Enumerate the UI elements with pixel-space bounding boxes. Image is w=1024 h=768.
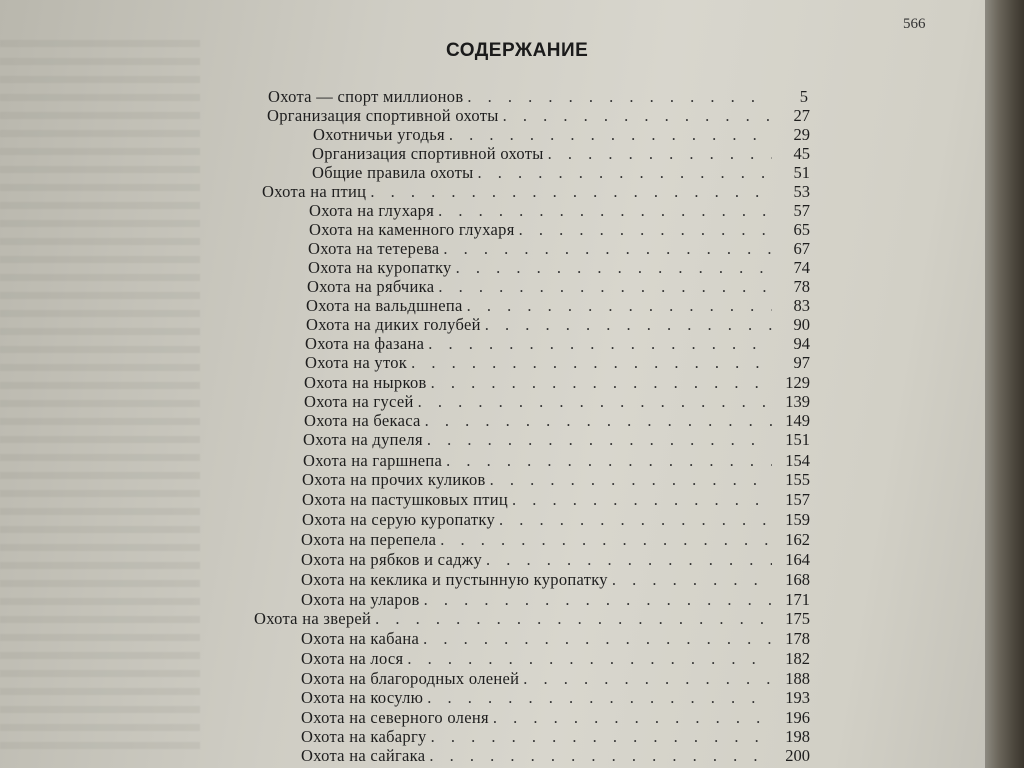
toc-entry xyxy=(307,277,810,297)
toc-entry-page: 178 xyxy=(785,629,810,648)
toc-entry xyxy=(306,296,810,316)
toc-entry xyxy=(308,239,810,259)
toc-entry-page: 51 xyxy=(793,163,810,182)
toc-entry xyxy=(305,353,810,373)
toc-entry-title: Охота на сайгака xyxy=(301,746,426,765)
toc-entry xyxy=(309,220,810,240)
toc-entry-page: 45 xyxy=(793,144,810,163)
toc-entry xyxy=(304,373,810,393)
dot-leader xyxy=(411,353,772,373)
dot-leader xyxy=(548,144,772,164)
toc-entry xyxy=(301,708,810,728)
dot-leader xyxy=(486,550,772,570)
dot-leader xyxy=(456,258,772,278)
toc-entry-title: Охота на птиц xyxy=(262,182,367,201)
toc-entry-title: Охота на кабана xyxy=(301,629,420,648)
dot-leader xyxy=(523,669,772,689)
toc-entry-page: 57 xyxy=(793,201,810,220)
toc-entry-title: Охота на дупеля xyxy=(303,430,423,449)
toc-entry-title: Охота на серую куропатку xyxy=(302,510,495,529)
dot-leader xyxy=(478,163,773,183)
toc-entry-title: Охота на кабаргу xyxy=(301,727,427,746)
toc-entry-title: Охота на уларов xyxy=(301,590,420,609)
toc-entry xyxy=(302,470,810,490)
dot-leader xyxy=(427,430,772,450)
toc-entry xyxy=(305,334,810,354)
dot-leader xyxy=(512,490,772,510)
toc-entry-page: 129 xyxy=(785,373,810,392)
dot-leader xyxy=(427,688,772,708)
dot-leader xyxy=(443,239,772,259)
page-edge-shadow xyxy=(985,0,1024,768)
toc-entry-page: 200 xyxy=(785,746,810,765)
toc-entry xyxy=(303,451,810,471)
page-number: 566 xyxy=(903,16,926,32)
dot-leader xyxy=(431,373,772,393)
toc-entry-page: 171 xyxy=(785,590,810,609)
toc-entry-page: 97 xyxy=(793,353,810,372)
toc-entry-page: 196 xyxy=(785,708,810,727)
dot-leader xyxy=(424,590,772,610)
dot-leader xyxy=(467,296,772,316)
dot-leader xyxy=(449,125,772,145)
toc-entry xyxy=(304,411,810,431)
toc-entry-page: 53 xyxy=(793,182,810,201)
toc-entry-title: Охота на бекаса xyxy=(304,411,421,430)
toc-entry xyxy=(301,746,810,766)
dot-leader xyxy=(370,182,772,202)
toc-entry-page: 159 xyxy=(785,510,810,529)
toc-entry-title: Охота на благородных оленей xyxy=(301,669,520,688)
dot-leader xyxy=(423,629,772,649)
toc-entry xyxy=(303,430,810,450)
toc-entry xyxy=(254,609,810,629)
toc-entry-title: Организация спортивной охоты xyxy=(312,144,544,163)
toc-entry-title: Охота — спорт миллионов xyxy=(268,87,464,106)
toc-entry xyxy=(267,106,810,126)
toc-entry-page: 155 xyxy=(785,470,810,489)
toc-entry-title: Охота на вальдшнепа xyxy=(306,296,463,315)
dot-leader xyxy=(499,510,772,530)
toc-entry-page: 139 xyxy=(785,392,810,411)
toc-entry-title: Охотничьи угодья xyxy=(313,125,445,144)
toc-entry-page: 83 xyxy=(793,296,810,315)
toc-entry-title: Охота на каменного глухаря xyxy=(309,220,515,239)
dot-leader xyxy=(485,315,772,335)
toc-entry-title: Охота на северного оленя xyxy=(301,708,489,727)
toc-entry-title: Охота на перепела xyxy=(301,530,437,549)
toc-entry xyxy=(301,590,810,610)
toc-entry xyxy=(262,182,810,202)
toc-entry xyxy=(312,163,810,183)
toc-entry xyxy=(308,258,810,278)
toc-entry-page: 151 xyxy=(785,430,810,449)
toc-entry xyxy=(301,629,810,649)
page-title: СОДЕРЖАНИЕ xyxy=(446,40,589,61)
toc-entry-page: 193 xyxy=(785,688,810,707)
toc-entry-page: 94 xyxy=(793,334,810,353)
toc-entry-page: 74 xyxy=(793,258,810,277)
toc-entry-title: Общие правила охоты xyxy=(312,163,474,182)
toc-entry-title: Охота на кеклика и пустынную куропатку xyxy=(301,570,608,589)
bleed-through-text xyxy=(0,40,200,760)
dot-leader xyxy=(440,530,772,550)
dot-leader xyxy=(446,451,772,471)
dot-leader xyxy=(493,708,772,728)
toc-entry-page: 157 xyxy=(785,490,810,509)
toc-entry-title: Организация спортивной охоты xyxy=(267,106,499,125)
toc-entry-page: 175 xyxy=(785,609,810,628)
toc-entry-title: Охота на лося xyxy=(301,649,404,668)
toc-entry-page: 154 xyxy=(785,451,810,470)
toc-entry-title: Охота на фазана xyxy=(305,334,425,353)
toc-entry-page: 65 xyxy=(793,220,810,239)
toc-entry-page: 29 xyxy=(793,125,810,144)
toc-entry xyxy=(313,125,810,145)
dot-leader xyxy=(612,570,772,590)
toc-entry-page: 164 xyxy=(785,550,810,569)
toc-entry-title: Охота на гаршнепа xyxy=(303,451,443,470)
dot-leader xyxy=(519,220,772,240)
toc-entry-page: 168 xyxy=(785,570,810,589)
toc-entry xyxy=(301,570,810,590)
toc-entry-title: Охота на глухаря xyxy=(309,201,435,220)
toc-entry-page: 149 xyxy=(785,411,810,430)
toc-entry-page: 188 xyxy=(785,669,810,688)
toc-entry-page: 27 xyxy=(793,106,810,125)
toc-entry-title: Охота на уток xyxy=(305,353,408,372)
dot-leader xyxy=(429,746,772,766)
toc-entry-page: 78 xyxy=(793,277,810,296)
toc-entry-title: Охота на пастушковых птиц xyxy=(302,490,509,509)
toc-entry xyxy=(301,727,810,747)
toc-entry-page: 67 xyxy=(793,239,810,258)
toc-entry-title: Охота на тетерева xyxy=(308,239,440,258)
toc-entry xyxy=(309,201,810,221)
toc-entry xyxy=(301,550,810,570)
dot-leader xyxy=(431,727,772,747)
toc-entry-title: Охота на нырков xyxy=(304,373,427,392)
toc-entry xyxy=(301,669,810,689)
dot-leader xyxy=(467,87,770,107)
toc-entry xyxy=(268,87,808,107)
toc-entry-page: 5 xyxy=(799,87,808,106)
toc-entry xyxy=(312,144,810,164)
toc-entry-title: Охота на рябков и саджу xyxy=(301,550,483,569)
toc-entry-title: Охота на рябчика xyxy=(307,277,435,296)
toc-entry-title: Охота на косулю xyxy=(301,688,424,707)
toc-entry xyxy=(301,649,810,669)
toc-entry xyxy=(302,510,810,530)
dot-leader xyxy=(438,277,772,297)
toc-entry xyxy=(304,392,810,412)
dot-leader xyxy=(428,334,772,354)
toc-entry-page: 162 xyxy=(785,530,810,549)
dot-leader xyxy=(503,106,772,126)
toc-entry-title: Охота на гусей xyxy=(304,392,414,411)
toc-entry-title: Охота на куропатку xyxy=(308,258,452,277)
toc-entry xyxy=(306,315,810,335)
dot-leader xyxy=(438,201,772,221)
toc-entry xyxy=(301,688,810,708)
dot-leader xyxy=(490,470,772,490)
dot-leader xyxy=(418,392,772,412)
dot-leader xyxy=(375,609,772,629)
dot-leader xyxy=(407,649,772,669)
toc-entry-page: 182 xyxy=(785,649,810,668)
toc-entry-title: Охота на диких голубей xyxy=(306,315,481,334)
toc-entry-title: Охота на зверей xyxy=(254,609,372,628)
dot-leader xyxy=(425,411,772,431)
toc-entry xyxy=(302,490,810,510)
toc-entry-page: 90 xyxy=(793,315,810,334)
toc-entry-title: Охота на прочих куликов xyxy=(302,470,486,489)
toc-entry xyxy=(301,530,810,550)
toc-entry-page: 198 xyxy=(785,727,810,746)
